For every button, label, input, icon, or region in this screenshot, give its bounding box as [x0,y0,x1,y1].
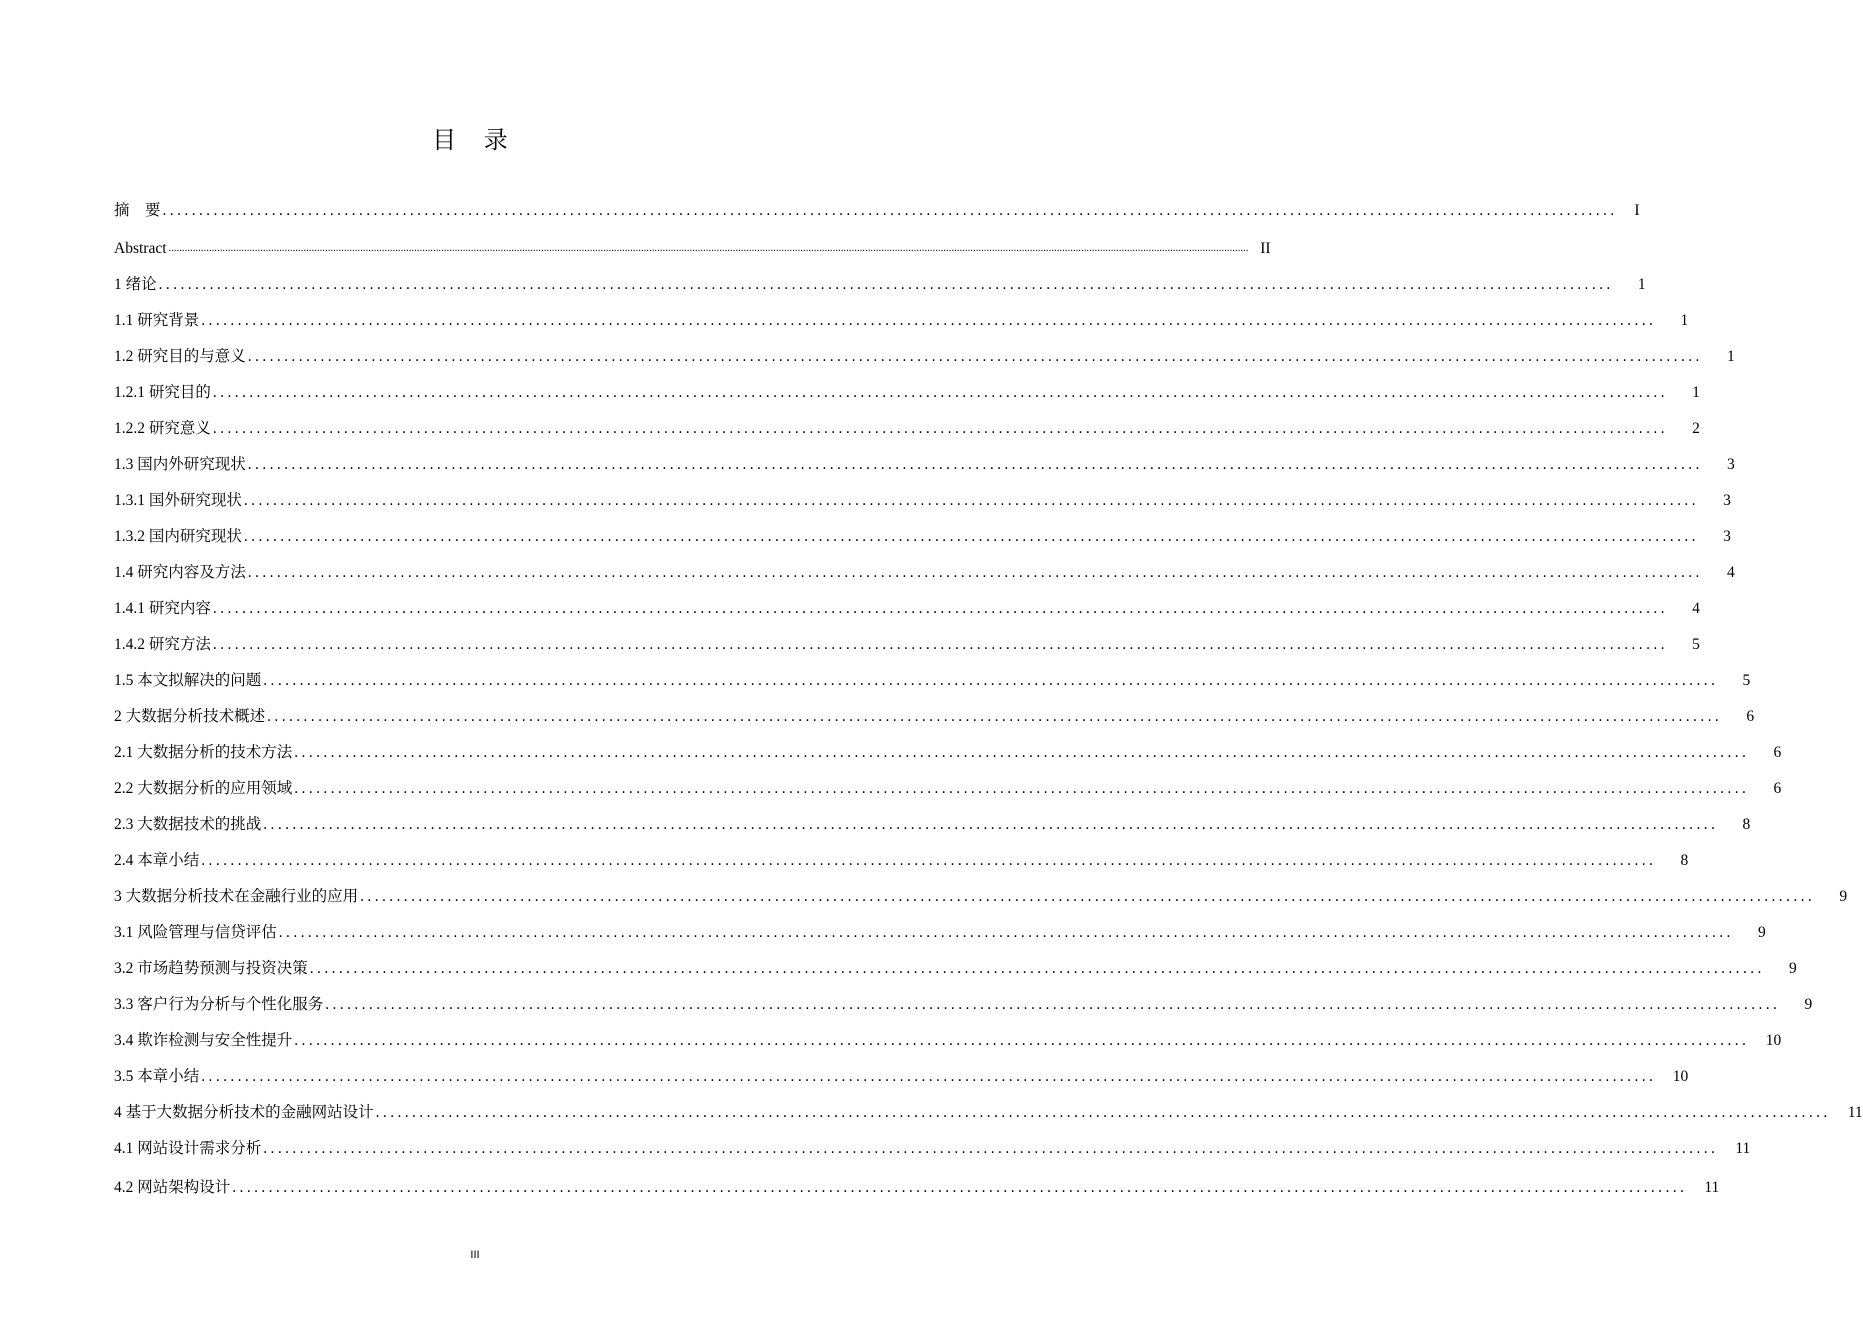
toc-dot-leader: ........................................................................................................................................................................................................ [201,312,1657,329]
toc-entry[interactable] [114,702,1755,732]
toc-entry[interactable] [114,918,1766,948]
toc-entry-label: 4.2 网站架构设计 [114,1179,231,1196]
toc-dot-leader: ........................................................................................................................................................................................................ [360,888,1816,905]
toc-entry[interactable] [114,1062,1689,1092]
toc-entry[interactable] [114,846,1689,876]
toc-dot-leader: ........................................................................................................................................................................................................ [247,348,1703,365]
toc-entry[interactable] [114,486,1731,516]
toc-entry[interactable] [114,594,1700,624]
toc-entry[interactable] [114,810,1751,840]
toc-dot-leader: ........................................................................................................................................................................................................ [294,780,1750,797]
toc-entry-page: 6 [1773,744,1782,761]
toc-dot-leader: ........................................................................................................................................................................................................ [212,600,1668,617]
toc-entry[interactable] [114,954,1797,984]
toc-entry-label: Abstract [114,240,167,257]
toc-entry-label: 摘 要 [114,202,161,219]
toc-entry-label: 1 绪论 [114,276,157,293]
toc-entry[interactable] [114,1026,1782,1056]
toc-entry-label: 1.3.1 国外研究现状 [114,492,242,509]
toc-entry-label: 3.4 欺诈检测与安全性提升 [114,1032,293,1049]
toc-entry-page: 8 [1742,816,1751,833]
toc-dot-leader: ........................................................................................................................................................................................................ [263,1140,1719,1157]
toc-dot-leader: ................................................................................................................................................................................................................................................................................................................................................................................................................ [168,243,1249,254]
toc-dot-leader: ........................................................................................................................................................................................................ [263,816,1719,833]
toc-entry-page: 2 [1692,420,1700,437]
toc-dot-leader: ........................................................................................................................................................................................................ [212,636,1668,653]
toc-entry[interactable] [114,1098,1863,1128]
toc-entry[interactable] [114,666,1751,696]
toc-entry-label: 2.2 大数据分析的应用领域 [114,780,293,797]
toc-entry-page: 5 [1742,672,1751,689]
toc-dot-leader: ........................................................................................................................................................................................................ [158,276,1614,293]
toc-dot-leader: ........................................................................................................................................................................................................ [212,420,1668,437]
toc-entry[interactable] [114,738,1782,768]
toc-entry-label: 1.2.2 研究意义 [114,420,211,437]
toc-entry-label: 1.4.2 研究方法 [114,636,211,653]
toc-entry[interactable] [114,774,1782,804]
toc-entry[interactable] [114,342,1735,372]
toc-entry-label: 3.5 本章小结 [114,1068,200,1085]
toc-entry-label: 2.1 大数据分析的技术方法 [114,744,293,761]
toc-entry-page: 3 [1727,456,1735,473]
toc-dot-leader: ........................................................................................................................................................................................................ [294,744,1750,761]
toc-entry-label: 1.1 研究背景 [114,312,200,329]
toc-entry-page: 6 [1746,708,1755,725]
toc-dot-leader: ........................................................................................................................................................................................................ [375,1104,1831,1121]
toc-entry-label: 2.4 本章小结 [114,852,200,869]
toc-entry-page: 11 [1735,1140,1751,1157]
toc-entry[interactable] [114,522,1731,552]
toc-entry-page: 4 [1727,564,1735,581]
toc-dot-leader: ........................................................................................................................................................................................................ [309,960,1765,977]
toc-entry-label: 4.1 网站设计需求分析 [114,1140,262,1157]
toc-entry-page: I [1634,202,1640,219]
toc-entry-page: 6 [1773,780,1782,797]
toc-dot-leader: ........................................................................................................................................................................................................ [232,1179,1688,1196]
toc-dot-leader: ........................................................................................................................................................................................................ [201,1068,1657,1085]
toc-entry-page: 1 [1637,276,1646,293]
toc-entry-page: 9 [1839,888,1848,905]
page-number: III [470,1249,480,1261]
toc-entry[interactable] [114,630,1700,660]
toc-dot-leader: ........................................................................................................................................................................................................ [247,456,1703,473]
toc-entry-page: 1 [1680,312,1689,329]
toc-entry-page: 11 [1847,1104,1863,1121]
toc-entry[interactable] [114,882,1848,912]
toc-entry-page: 3 [1723,528,1731,545]
toc-entry-page: 3 [1723,492,1731,509]
toc-entry-page: 10 [1765,1032,1782,1049]
toc-entry-label: 4 基于大数据分析技术的金融网站设计 [114,1104,374,1121]
toc-entry[interactable] [114,414,1700,444]
toc-entry-page: 4 [1692,600,1700,617]
toc-entry-label: 1.4.1 研究内容 [114,600,211,617]
toc-entry-page: 9 [1789,960,1797,977]
toc-entry[interactable] [114,558,1735,588]
toc-entry[interactable] [114,378,1700,408]
toc-entry-page: 10 [1672,1068,1689,1085]
toc-dot-leader: ........................................................................................................................................................................................................ [201,852,1657,869]
toc-entry-page: 8 [1680,852,1689,869]
toc-dot-leader: ........................................................................................................................................................................................................ [243,528,1699,545]
toc-dot-leader: ........................................................................................................................................................................................................ [247,564,1703,581]
toc-entry-label: 3 大数据分析技术在金融行业的应用 [114,888,359,905]
toc-entry[interactable] [114,990,1813,1020]
toc-title: 目 录 [432,126,518,154]
toc-entry-page: 9 [1804,996,1813,1013]
toc-dot-leader: ........................................................................................................................................................................................................ [243,492,1699,509]
toc-entry[interactable] [114,450,1735,480]
toc-entry-label: 1.2.1 研究目的 [114,384,211,401]
toc-entry-page: 9 [1758,924,1766,941]
toc-entry-label: 1.3.2 国内研究现状 [114,528,242,545]
toc-dot-leader: ........................................................................................................................................................................................................ [325,996,1781,1013]
toc-entry-page: II [1260,240,1271,257]
toc-dot-leader: ........................................................................................................................................................................................................ [278,924,1734,941]
toc-entry[interactable] [114,196,1640,226]
toc-entry-label: 1.4 研究内容及方法 [114,564,246,581]
toc-dot-leader: ........................................................................................................................................................................................................ [263,672,1719,689]
toc-entry[interactable] [114,234,1271,264]
toc-entry[interactable] [114,306,1689,336]
toc-dot-leader: ........................................................................................................................................................................................................ [212,384,1668,401]
toc-entry-label: 2 大数据分析技术概述 [114,708,266,725]
toc-dot-leader: ........................................................................................................................................................................................................ [162,202,1618,219]
toc-entry-label: 1.2 研究目的与意义 [114,348,246,365]
toc-entry[interactable] [114,270,1646,300]
toc-entry-label: 3.3 客户行为分析与个性化服务 [114,996,324,1013]
toc-entry-label: 3.1 风险管理与信贷评估 [114,924,277,941]
toc-entry-page: 11 [1704,1179,1720,1196]
toc-dot-leader: ........................................................................................................................................................................................................ [267,708,1723,725]
toc-entry-page: 1 [1692,384,1700,401]
toc-entry-label: 1.5 本文拟解决的问题 [114,672,262,689]
toc-dot-leader: ........................................................................................................................................................................................................ [294,1032,1750,1049]
toc-entry[interactable] [114,1134,1751,1164]
toc-entry-label: 1.3 国内外研究现状 [114,456,246,473]
toc-entry-label: 3.2 市场趋势预测与投资决策 [114,960,308,977]
toc-entry[interactable] [114,1173,1720,1203]
toc-entry-label: 2.3 大数据技术的挑战 [114,816,262,833]
toc-entry-page: 1 [1727,348,1735,365]
toc-entry-page: 5 [1692,636,1700,653]
